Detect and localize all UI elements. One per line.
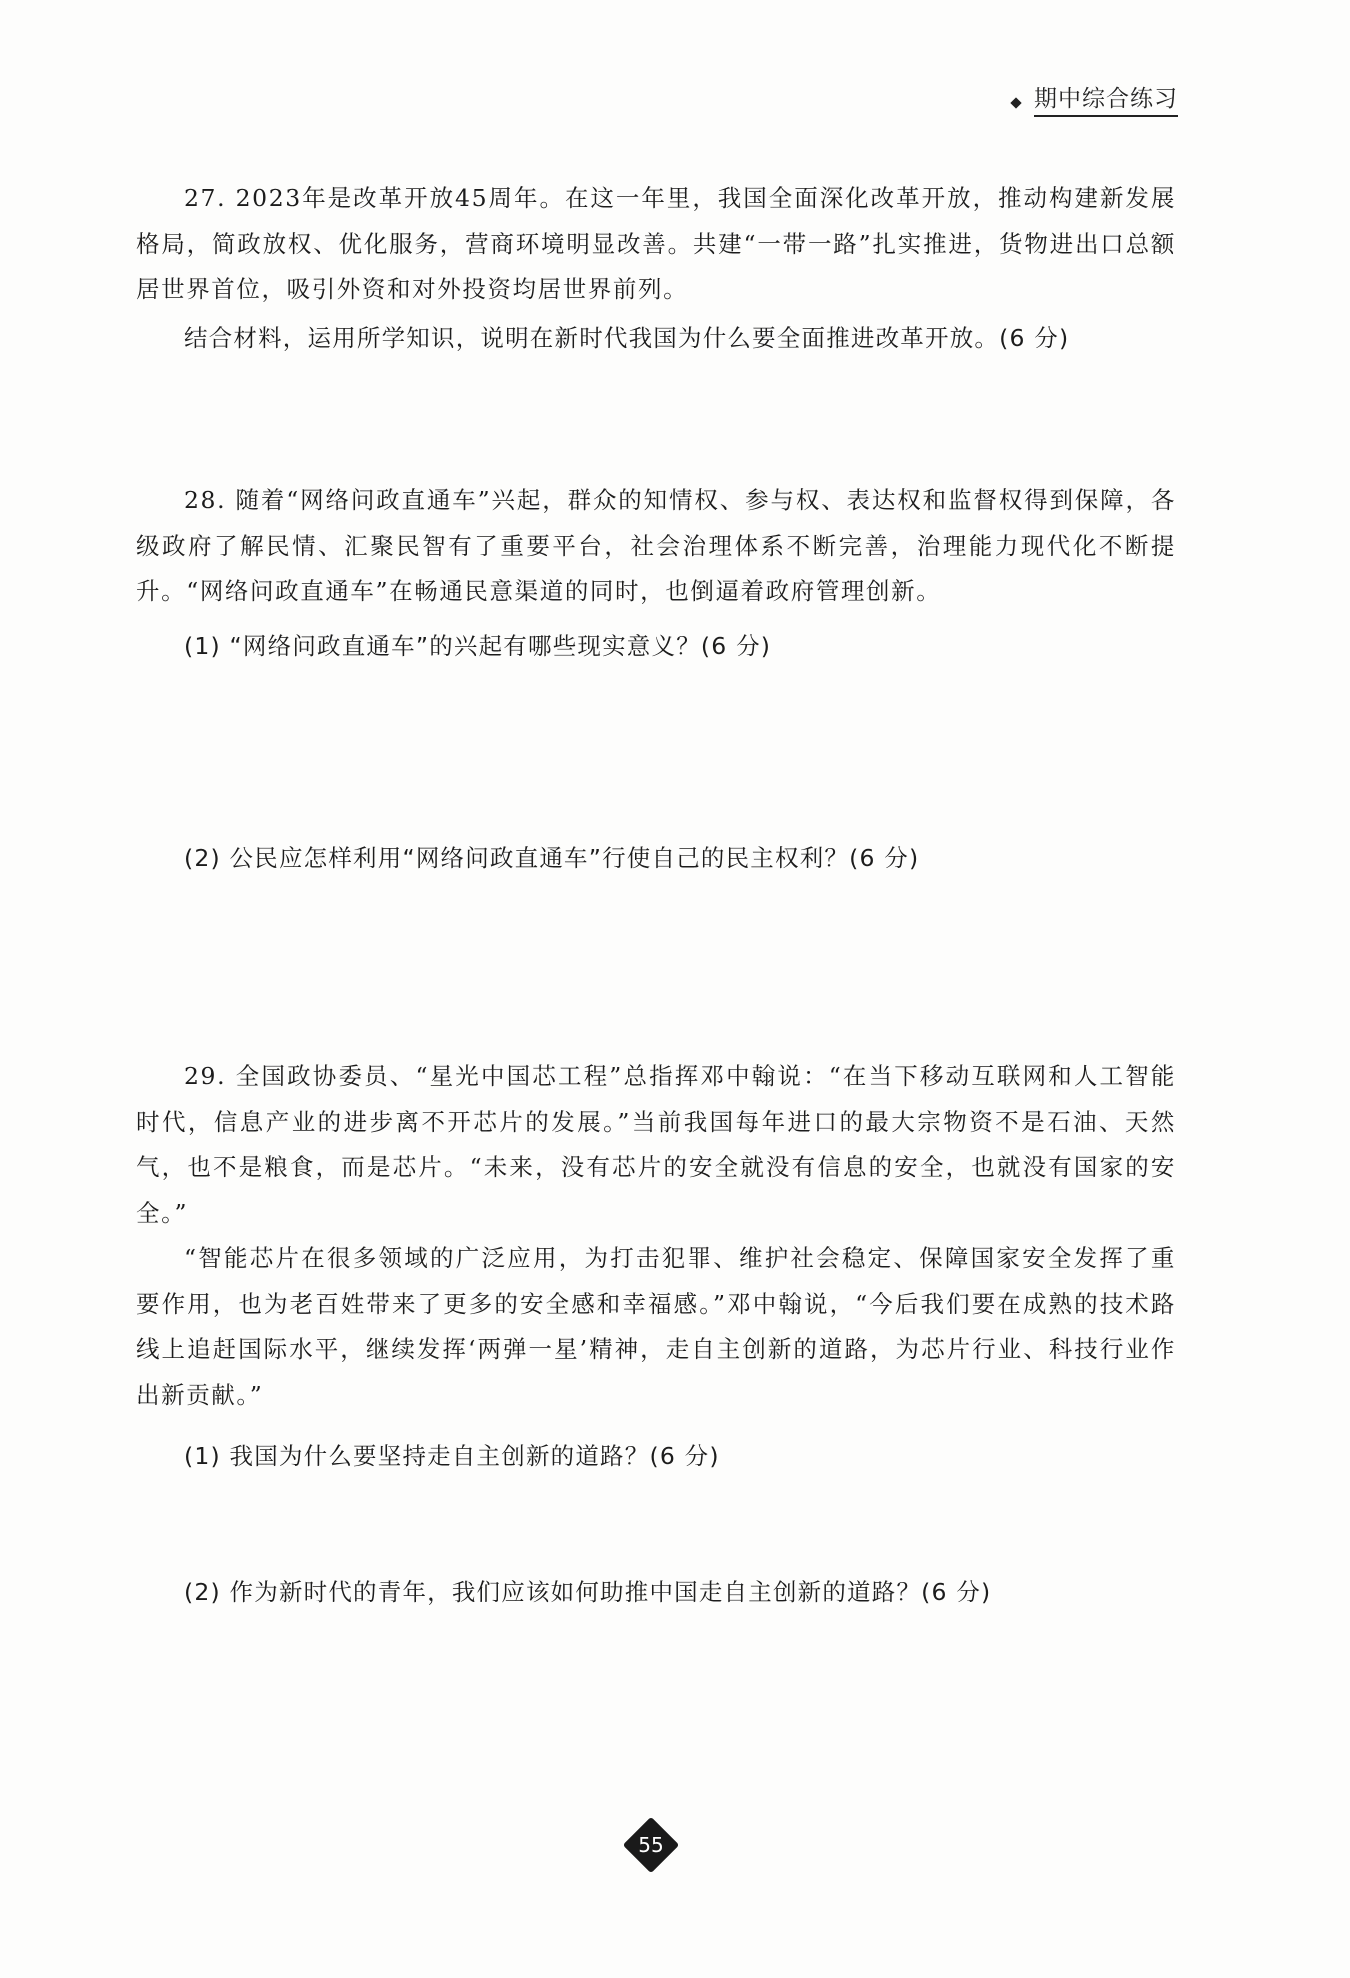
question-29-text-1: 29. 全国政协委员、“星光中国芯工程”总指挥邓中翰说：“在当下移动互联网和人工智能时代，信息产业的进步离不开芯片的发展。”当前我国每年进口的最大宗物资不是石油、天然气，也不是粮食，而是芯片。“未来，没有芯片的安全就没有信息的安全，也就没有国家的安全。” (136, 1062, 1176, 1227)
question-28-sub-1: (1) “网络问政直通车”的兴起有哪些现实意义？(6 分) (184, 632, 772, 660)
question-27-material (136, 176, 1176, 313)
question-27-instruction: 结合材料，运用所学知识，说明在新时代我国为什么要全面推进改革开放。(6 分) (184, 324, 1070, 352)
question-29-sub-1: (1) 我国为什么要坚持走自主创新的道路？(6 分) (184, 1442, 720, 1470)
question-28-text: 28. 随着“网络问政直通车”兴起，群众的知情权、参与权、表达权和监督权得到保障，各级政府了解民情、汇聚民智有了重要平台，社会治理体系不断完善，治理能力现代化不断提升。“网络问政直通车”在畅通民意渠道的同时，也倒逼着政府管理创新。 (136, 486, 1176, 605)
question-29-text-2: “智能芯片在很多领域的广泛应用，为打击犯罪、维护社会稳定、保障国家安全发挥了重要作用，也为老百姓带来了更多的安全感和幸福感。”邓中翰说，“今后我们要在成熟的技术路线上追赶国际水平，继续发挥‘两弹一星’精神，走自主创新的道路，为芯片行业、科技行业作出新贡献。” (136, 1244, 1176, 1409)
section-header (1012, 80, 1178, 117)
diamond-bullet-icon (1010, 97, 1021, 108)
page-number-badge (623, 1817, 679, 1873)
question-28-material (136, 478, 1176, 615)
question-29-sub-2: (2) 作为新时代的青年，我们应该如何助推中国走自主创新的道路？(6 分) (184, 1578, 992, 1606)
question-27-text: 27. 2023年是改革开放45周年。在这一年里，我国全面深化改革开放，推动构建新发展格局，简政放权、优化服务，营商环境明显改善。共建“一带一路”扎实推进，货物进出口总额居世界首位，吸引外资和对外投资均居世界前列。 (136, 184, 1176, 303)
question-29-material (136, 1054, 1176, 1418)
section-title: 期中综合练习 (1034, 80, 1178, 117)
page-number: 55 (638, 1833, 664, 1857)
question-28-sub-2: (2) 公民应怎样利用“网络问政直通车”行使自己的民主权利？(6 分) (184, 844, 920, 872)
